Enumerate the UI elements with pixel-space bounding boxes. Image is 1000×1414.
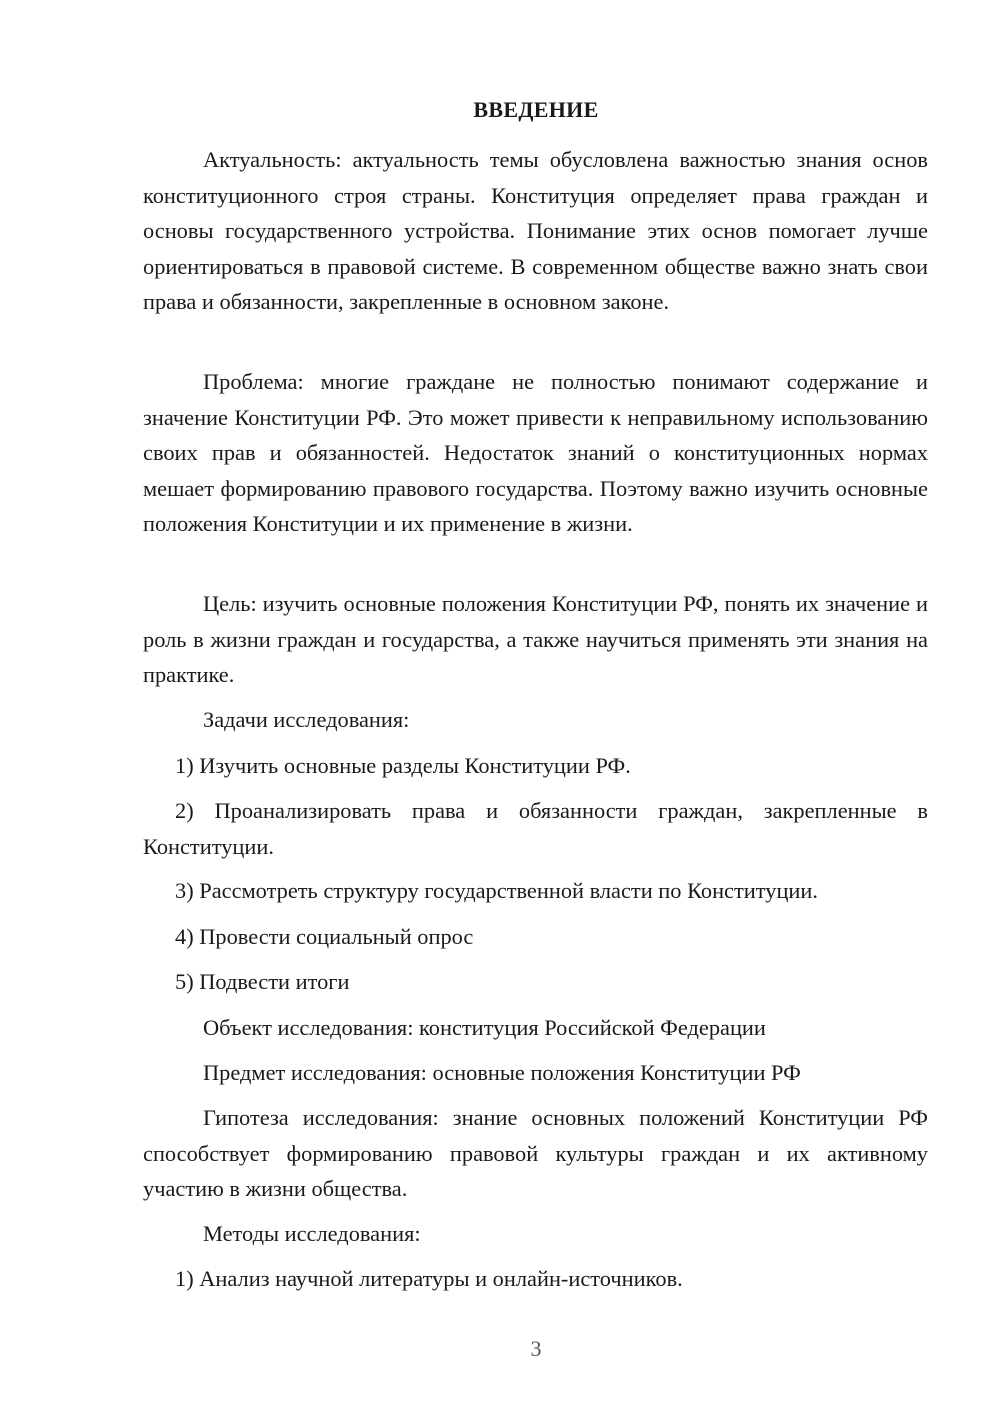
task-item: 3) Рассмотреть структуру государственной власти по Конституции.	[175, 878, 818, 903]
paragraph-problem: Проблема: многие граждане не полностью понимают содержание и значение Конституции РФ. Это может привести к неправильному использованию своих прав и обязанностей. Недостаток знаний о конституционных нормах мешает формированию правового государства. Поэтому важно изучить основные положения Конституции и их применение в жизни.	[143, 369, 928, 536]
page-title: ВВЕДЕНИЕ	[473, 97, 599, 122]
paragraph-hypothesis: Гипотеза исследования: знание основных положений Конституции РФ способствует формированию правовой культуры граждан и их активному участию в жизни общества.	[143, 1105, 928, 1201]
task-item: 1) Изучить основные разделы Конституции РФ.	[175, 753, 631, 778]
paragraph-subject: Предмет исследования: основные положения Конституции РФ	[203, 1060, 801, 1085]
paragraph-goal: Цель: изучить основные положения Конституции РФ, понять их значение и роль в жизни граждан и государства, а также научиться применять эти знания на практике.	[143, 591, 928, 687]
paragraph-relevance: Актуальность: актуальность темы обусловлена важностью знания основ конституционного строя страны. Конституция определяет права граждан и основы государственного устройства. Понимание этих основ помогает лучше ориентироваться в правовой системе. В современном обществе важно знать свои права и обязанности, закрепленные в основном законе.	[143, 147, 928, 314]
task-item: 5) Подвести итоги	[175, 969, 350, 994]
page-number: 3	[530, 1336, 542, 1361]
method-item: 1) Анализ научной литературы и онлайн-источников.	[175, 1266, 683, 1291]
tasks-heading: Задачи исследования:	[203, 707, 410, 732]
methods-heading: Методы исследования:	[203, 1221, 421, 1246]
task-item: 4) Провести социальный опрос	[175, 924, 474, 949]
task-item: 2) Проанализировать права и обязанности граждан, закрепленные в Конституции.	[143, 798, 928, 859]
paragraph-object: Объект исследования: конституция Российской Федерации	[203, 1015, 766, 1040]
